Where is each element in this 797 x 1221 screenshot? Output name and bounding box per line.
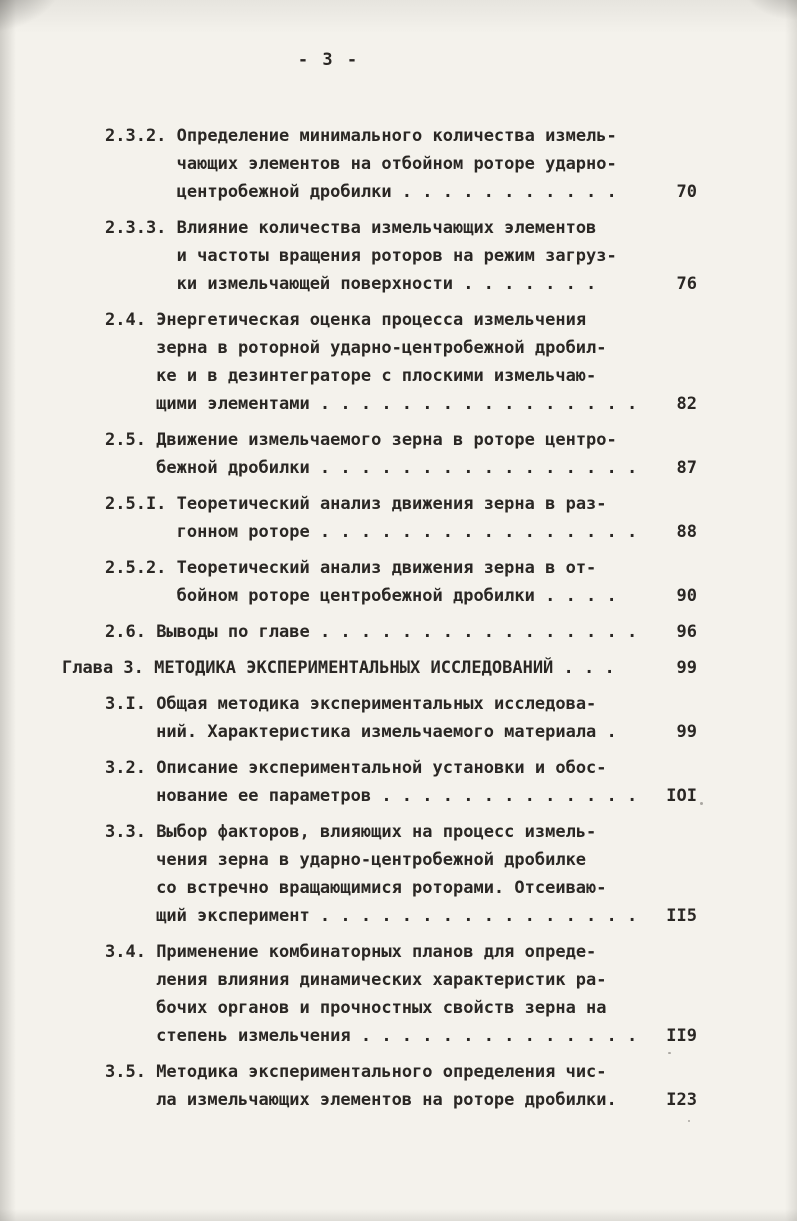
scan-speck (668, 1052, 671, 1054)
toc-entry-number: 2.3.2. (105, 126, 177, 146)
toc-entry-page-number: 76 (676, 274, 697, 294)
toc-entry-text (105, 938, 638, 1050)
toc-entry-title-line: Применение комбинаторных планов для опреде- (156, 942, 597, 962)
toc-entry-text (105, 690, 617, 746)
toc-entry-continuation-line: ления влияния динамических характеристик ра- (156, 970, 607, 990)
toc-entry-page-number: 90 (676, 586, 697, 606)
toc-entry-first-line (105, 426, 617, 454)
toc-entry-text (105, 306, 638, 418)
toc-entry-page-number: 70 (676, 182, 697, 202)
toc-entry (105, 490, 705, 546)
toc-entry (105, 818, 705, 930)
toc-entry-continuation-line: чения зерна в ударно-центробежной дробилке (156, 850, 587, 870)
toc-entry (105, 214, 705, 298)
toc-entry-first-line (105, 690, 605, 718)
toc-entry-continuation-line: бежной дробилки . . . . . . . . . . . . . . . . (156, 458, 638, 478)
toc-entry-text (105, 490, 638, 546)
toc-entry-page-number: 99 (676, 722, 697, 742)
toc-entry-continuation-line: гонном роторе . . . . . . . . . . . . . . . . (176, 522, 638, 542)
toc-entry-title-line: Теоретический анализ движения зерна в раз- (176, 494, 607, 514)
toc-entry-page-number: II9 (666, 1026, 697, 1046)
toc-entry-continuation-line: степень измельчения . . . . . . . . . . . . . . (156, 1026, 638, 1046)
toc-entry-number: 3.4. (105, 942, 157, 962)
toc-entry-number: Глава 3. (62, 658, 155, 678)
toc-entry-number: 2.4. (105, 310, 157, 330)
toc-entry-first-line (62, 654, 615, 682)
toc-entry-page-number: IOI (666, 786, 697, 806)
toc-entry-continuation-line: нование ее параметров . . . . . . . . . . . . . (156, 786, 638, 806)
toc-entry-continuation-line: ла измельчающих элементов на роторе дробилки. (156, 1090, 617, 1110)
toc-entry-number: 2.5.I. (105, 494, 177, 514)
toc-entry-title-line: Выводы по главе . . . . . . . . . . . . . . . . (156, 622, 638, 642)
toc-entry-continuation-line: зерна в роторной ударно-центробежной дробил- (156, 338, 607, 358)
toc-entry-number: 2.3.3. (105, 218, 177, 238)
toc-entry-page-number: 88 (676, 522, 697, 542)
toc-entry (105, 122, 705, 206)
toc-entry-text (105, 754, 638, 810)
toc-entry-first-line (105, 554, 605, 582)
toc-entry-number: 3.I. (105, 694, 157, 714)
toc-entry-first-line (105, 618, 638, 646)
toc-entry-text (105, 122, 617, 206)
toc-entry-title-line: Определение минимального количества измель- (176, 126, 617, 146)
toc-entry-first-line (105, 938, 605, 966)
toc-entry-continuation-line: щими элементами . . . . . . . . . . . . . . . . (156, 394, 638, 414)
toc-entry-title-line: МЕТОДИКА ЭКСПЕРИМЕНТАЛЬНЫХ ИССЛЕДОВАНИЙ . . . (154, 658, 615, 678)
toc-entry (105, 938, 705, 1050)
toc-entry-title-line: Движение измельчаемого зерна в роторе центро- (156, 430, 617, 450)
toc-entry-number: 2.5. (105, 430, 157, 450)
toc-entry-first-line (105, 818, 605, 846)
toc-entry-continuation-line: ке и в дезинтеграторе с плоскими измельчаю- (156, 366, 597, 386)
toc-entry-continuation-line: бочих органов и прочностных свойств зерна на (156, 998, 607, 1018)
toc-entry-text (62, 654, 615, 682)
toc-entry-first-line (105, 214, 605, 242)
toc-entry-continuation-line: и частоты вращения роторов на режим загруз- (176, 246, 617, 266)
toc-entry-title-line: Энергетическая оценка процесса измельчения (156, 310, 587, 330)
toc-entry-text (105, 1058, 617, 1114)
scan-speck (688, 1120, 690, 1122)
toc-entry-page-number: 82 (676, 394, 697, 414)
toc-content (62, 0, 705, 1122)
toc-entry-continuation-line: чающих элементов на отбойном роторе ударно- (176, 154, 617, 174)
toc-entry-title-line: Описание экспериментальной установки и обос- (156, 758, 607, 778)
toc-entry (105, 306, 705, 418)
toc-entry-first-line (105, 754, 605, 782)
toc-entry-text (105, 818, 638, 930)
toc-entry-title-line: Методика экспериментального определения чис- (156, 1062, 607, 1082)
toc-entry-page-number: 96 (676, 622, 697, 642)
toc-entry-text (105, 618, 638, 646)
toc-entry (62, 654, 705, 682)
toc-entry-number: 3.5. (105, 1062, 157, 1082)
toc-entry-page-number: I23 (666, 1090, 697, 1110)
toc-entry (105, 618, 705, 646)
toc-entry (105, 690, 705, 746)
toc-entry-number: 2.5.2. (105, 558, 177, 578)
toc-entry-title-line: Общая методика экспериментальных исследова- (156, 694, 597, 714)
toc-entry-continuation-line: центробежной дробилки . . . . . . . . . . . (176, 182, 617, 202)
toc-entry-title-line: Влияние количества измельчающих элементов (176, 218, 597, 238)
toc-entry-page-number: 99 (676, 658, 697, 678)
toc-entry-page-number: 87 (676, 458, 697, 478)
toc-entry-title-line: Теоретический анализ движения зерна в от- (176, 558, 597, 578)
toc-entry-continuation-line: ний. Характеристика измельчаемого материала . (156, 722, 617, 742)
toc-entry-first-line (105, 306, 605, 334)
toc-entry-text (105, 554, 617, 610)
toc-entry-continuation-line: со встречно вращающимися роторами. Отсеиваю- (156, 878, 607, 898)
toc-entry (105, 554, 705, 610)
toc-entry-first-line (105, 1058, 605, 1086)
toc-entry-first-line (105, 490, 605, 518)
toc-entry-title-line: Выбор факторов, влияющих на процесс измель- (156, 822, 597, 842)
toc-entry-continuation-line: щий эксперимент . . . . . . . . . . . . . . . . (156, 906, 638, 926)
toc-entry (105, 1058, 705, 1114)
toc-entry-text (105, 214, 617, 298)
toc-entry-first-line (105, 122, 617, 150)
toc-entry-number: 3.2. (105, 758, 157, 778)
toc-entry-number: 2.6. (105, 622, 157, 642)
toc-entry-continuation-line: бойном роторе центробежной дробилки . . . . (176, 586, 617, 606)
scan-speck (700, 802, 703, 805)
toc-entry-number: 3.3. (105, 822, 157, 842)
toc-list (62, 122, 705, 1114)
toc-entry-page-number: II5 (666, 906, 697, 926)
toc-entry-continuation-line: ки измельчающей поверхности . . . . . . . (176, 274, 597, 294)
page-number-header: - 3 - (297, 50, 360, 70)
toc-entry (105, 426, 705, 482)
toc-entry-text (105, 426, 638, 482)
toc-entry (105, 754, 705, 810)
